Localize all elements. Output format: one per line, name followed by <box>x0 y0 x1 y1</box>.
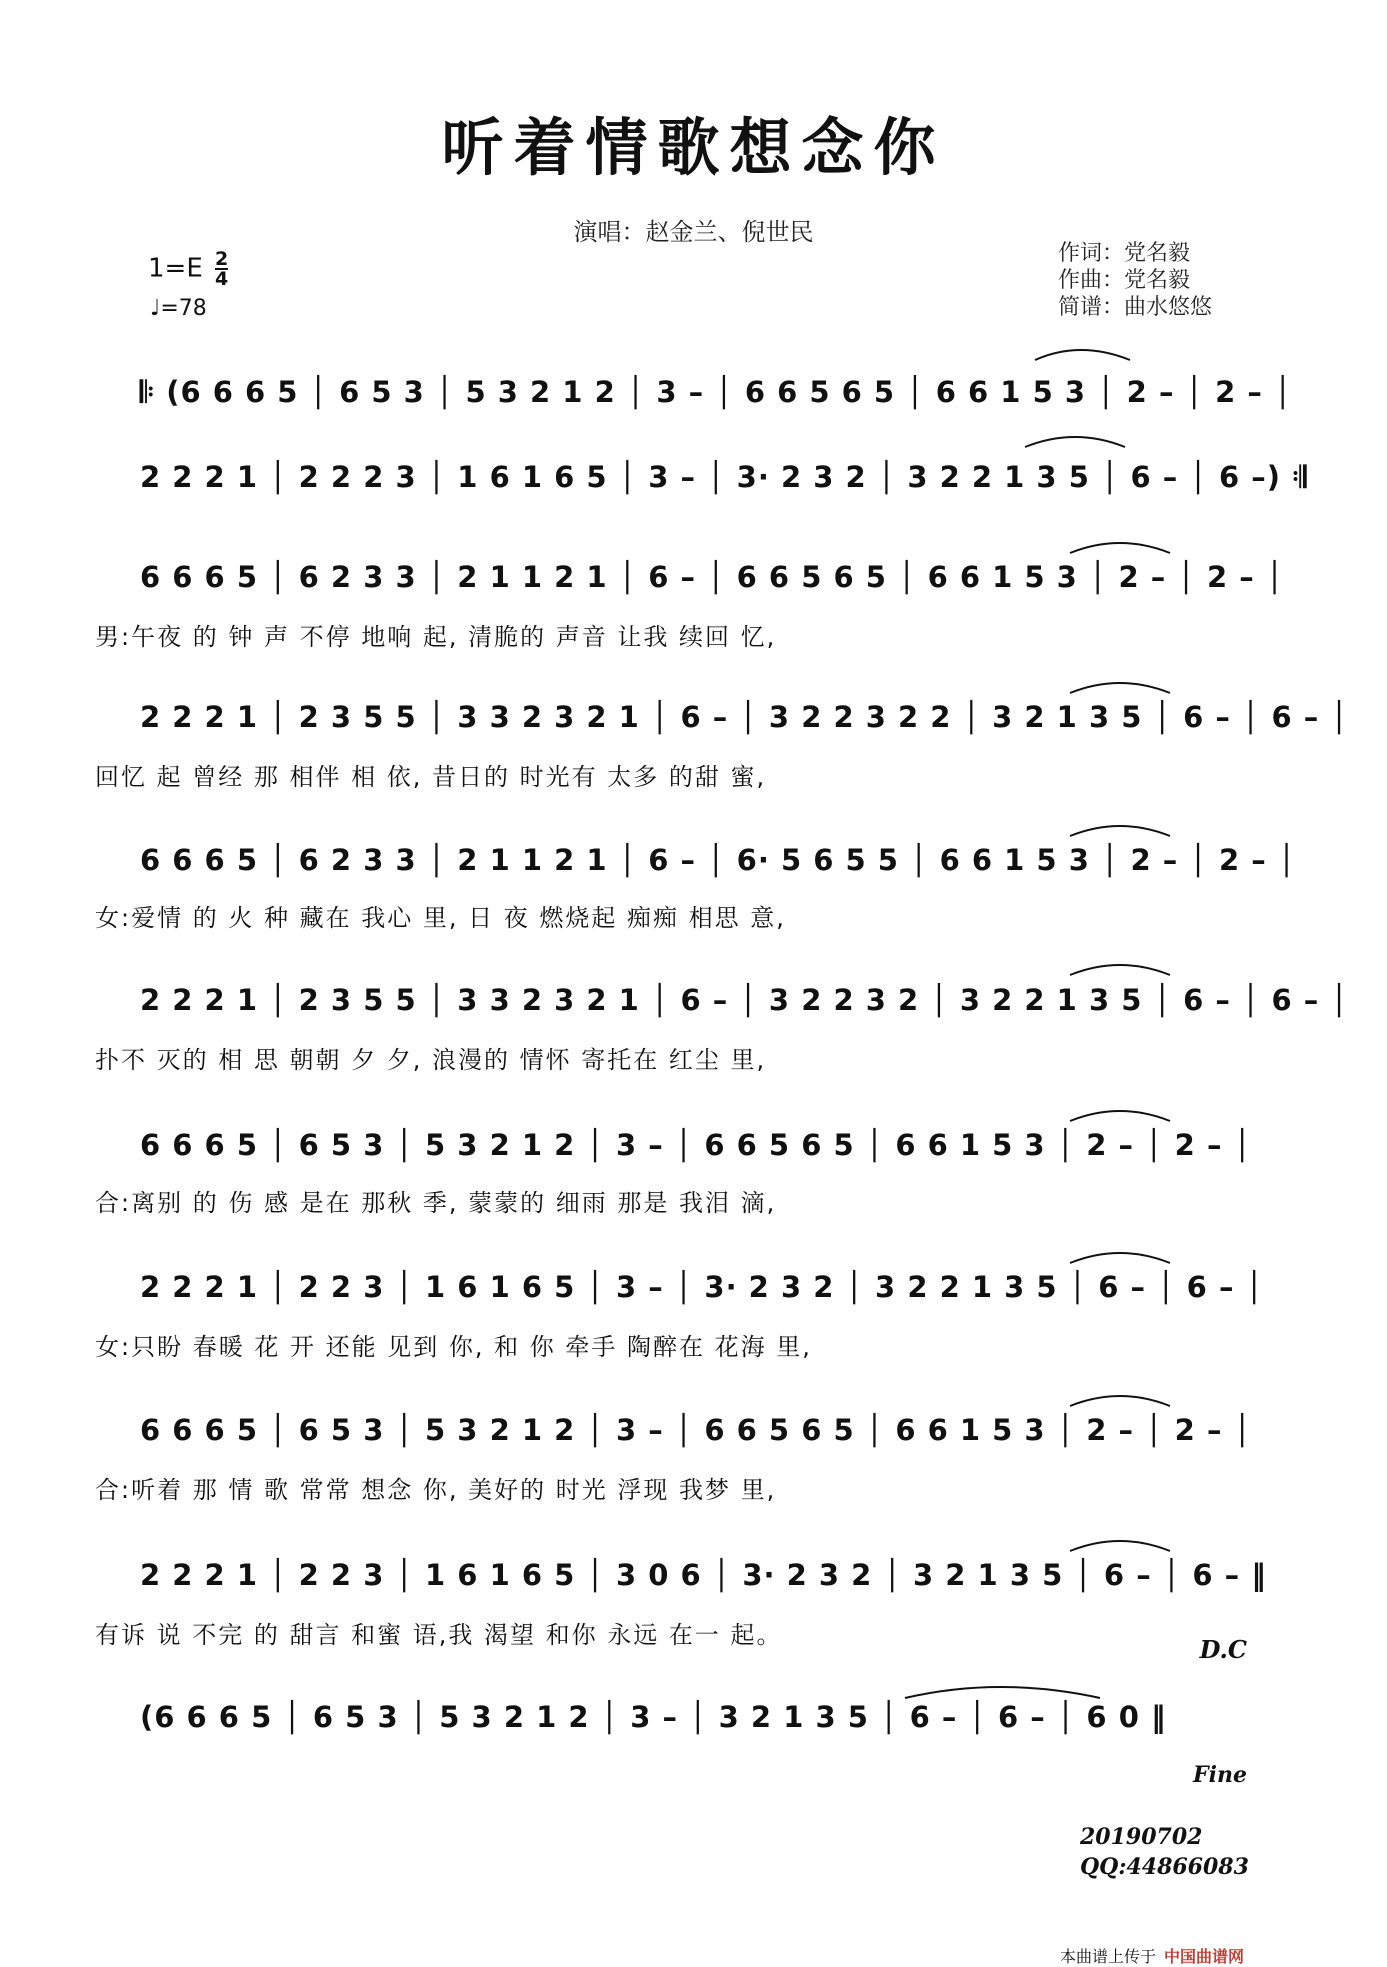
footer-text: 本曲谱上传于 <box>1060 1947 1157 1966</box>
lyrics-line: 男:午夜 的 钟 声 不停 地响 起, 清脆的 声音 让我 续回 忆, <box>95 623 777 651</box>
site-brand[interactable]: 中国曲谱网 <box>1164 1947 1245 1966</box>
notation-line: 6 6 6 5 │ 6 5 3 │ 5 3 2 1 2 │ 3 – │ 6 6 5 6 5 │ 6 6 1 5 3 │ 2 – │ 2 – │ <box>140 1128 1252 1162</box>
notation-line: 2 2 2 1 │ 2 3 5 5 │ 3 3 2 3 2 1 │ 6 – │ 3 2 2 3 2 │ 3 2 2 1 3 5 │ 6 – │ 6 – │ <box>140 983 1349 1017</box>
notation-line: 6 6 6 5 │ 6 2 3 3 │ 2 1 1 2 1 │ 6 – │ 6· 5 6 5 5 │ 6 6 1 5 3 │ 2 – │ 2 – │ <box>140 843 1297 877</box>
da-capo-marking: D.C <box>1199 1635 1247 1664</box>
song-title: 听着情歌想念你 <box>441 111 946 184</box>
key-label: 1=E <box>148 253 203 284</box>
date-text: 20190702 <box>1080 1824 1203 1850</box>
notation-line: 𝄆 (6 6 6 5 │ 6 5 3 │ 5 3 2 1 2 │ 3 – │ 6 6 5 6 5 │ 6 6 1 5 3 │ 2 – │ 2 – │ <box>140 375 1293 409</box>
fine-marking: Fine <box>1193 1762 1247 1788</box>
notation-line: 2 2 2 1 │ 2 2 3 │ 1 6 1 6 5 │ 3 – │ 3· 2 3 2 │ 3 2 2 1 3 5 │ 6 – │ 6 – │ <box>140 1270 1265 1304</box>
lyrics-line: 扑不 灭的 相 思 朝朝 夕 夕, 浪漫的 情怀 寄托在 红尘 里, <box>95 1046 767 1074</box>
notation-line: 6 6 6 5 │ 6 2 3 3 │ 2 1 1 2 1 │ 6 – │ 6 6 5 6 5 │ 6 6 1 5 3 │ 2 – │ 2 – │ <box>140 560 1285 594</box>
lyrics-line: 合:离别 的 伤 感 是在 那秋 季, 蒙蒙的 细雨 那是 我泪 滴, <box>95 1189 777 1217</box>
date-stamp <box>1080 1822 1249 1882</box>
lyrics-line: 回忆 起 曾经 那 相伴 相 依, 昔日的 时光有 太多 的甜 蜜, <box>95 763 767 791</box>
lyrics-line: 合:听着 那 情 歌 常常 想念 你, 美好的 时光 浮现 我梦 里, <box>95 1476 777 1504</box>
notation-line: 6 6 6 5 │ 6 5 3 │ 5 3 2 1 2 │ 3 – │ 6 6 5 6 5 │ 6 6 1 5 3 │ 2 – │ 2 – │ <box>140 1413 1252 1447</box>
tempo-marking: ♩=78 <box>150 296 207 321</box>
meter-denominator: 4 <box>215 268 229 290</box>
notation-line: 2 2 2 1 │ 2 2 3 │ 1 6 1 6 5 │ 3 0 6 │ 3· 2 3 2 │ 3 2 1 3 5 │ 6 – │ 6 – ‖ <box>140 1558 1267 1592</box>
notation-line: 2 2 2 1 │ 2 2 2 3 │ 1 6 1 6 5 │ 3 – │ 3· 2 3 2 │ 3 2 2 1 3 5 │ 6 – │ 6 –) 𝄇 <box>140 460 1308 494</box>
notation-line: (6 6 6 5 │ 6 5 3 │ 5 3 2 1 2 │ 3 – │ 3 2 1 3 5 │ 6 – │ 6 – │ 6 0 ‖ <box>140 1700 1167 1734</box>
qq-text: QQ:44866083 <box>1080 1854 1249 1880</box>
lyrics-line: 有诉 说 不完 的 甜言 和蜜 语,我 渴望 和你 永远 在一 起。 <box>95 1621 783 1649</box>
lyricist-credit: 作词：党名毅 <box>1058 241 1191 266</box>
transcriber-credit: 简谱：曲水悠悠 <box>1058 295 1213 320</box>
lyrics-line: 女:只盼 春暖 花 开 还能 见到 你, 和 你 牵手 陶醉在 花海 里, <box>95 1333 812 1361</box>
lyrics-line: 女:爱情 的 火 种 藏在 我心 里, 日 夜 燃烧起 痴痴 相思 意, <box>95 904 786 932</box>
meter-numerator: 2 <box>215 248 229 270</box>
singer-credit: 演唱：赵金兰、倪世民 <box>573 218 814 246</box>
notation-line: 2 2 2 1 │ 2 3 5 5 │ 3 3 2 3 2 1 │ 6 – │ 3 2 2 3 2 2 │ 3 2 1 3 5 │ 6 – │ 6 – │ <box>140 700 1349 734</box>
upload-footer <box>1060 1944 1244 1967</box>
composer-credit: 作曲：党名毅 <box>1058 268 1191 293</box>
